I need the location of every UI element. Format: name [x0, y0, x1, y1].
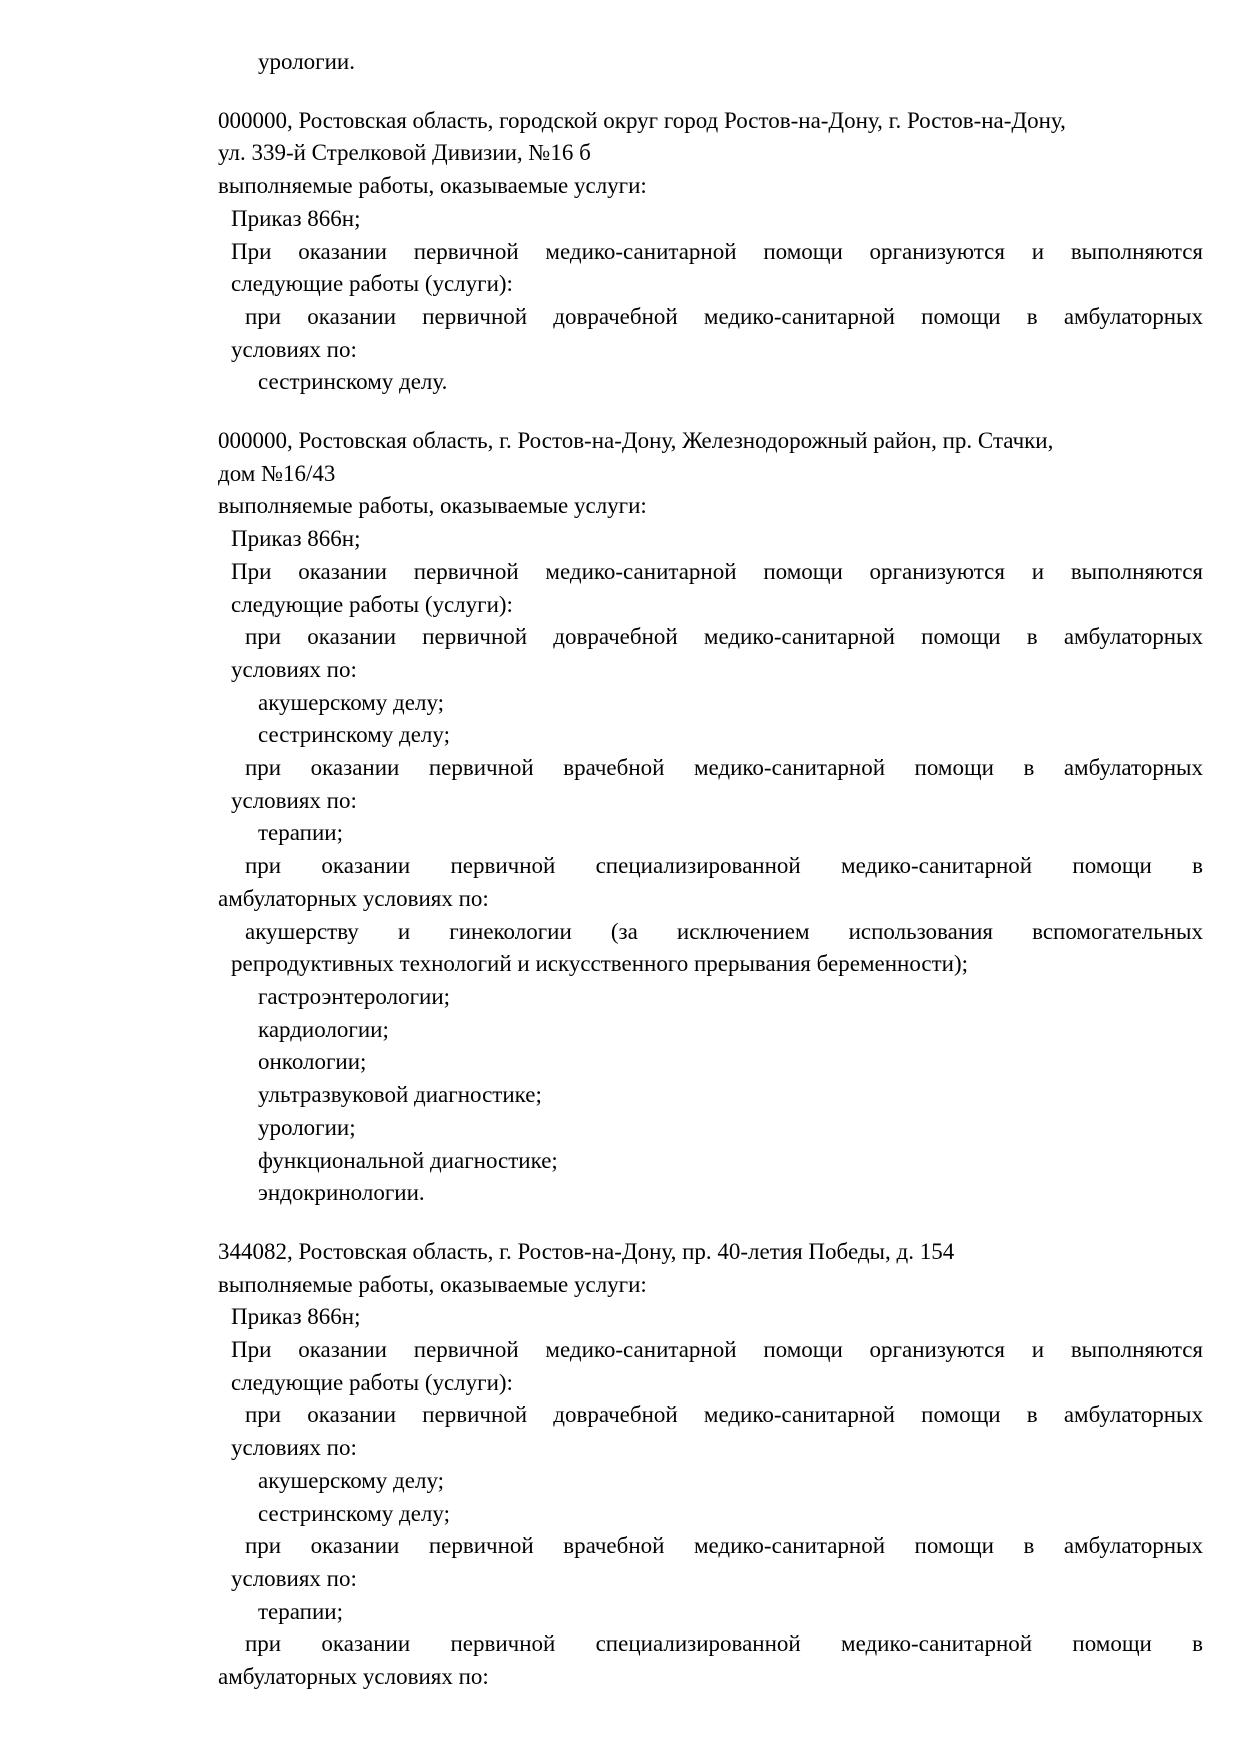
- text-line: При оказании первичной медико-санитарной помощи организуются и выполняются: [231, 1337, 1203, 1363]
- text-line: Приказ 866н;: [231, 526, 361, 552]
- text-line: условиях по:: [231, 336, 357, 362]
- text-line: следующие работы (услуги):: [231, 271, 513, 297]
- text-line: условиях по:: [231, 1565, 357, 1591]
- text-line: гастроэнтерологии;: [258, 983, 451, 1009]
- text-line: следующие работы (услуги):: [231, 591, 513, 617]
- text-line: выполняемые работы, оказываемые услуги:: [218, 173, 647, 199]
- text-line: 000000, Ростовская область, городской округ город Ростов-на-Дону, г. Ростов-на-Дону,: [218, 107, 1066, 133]
- text-line: терапии;: [258, 820, 343, 846]
- text-line: при оказании первичной врачебной медико-санитарной помощи в амбулаторных: [245, 755, 1203, 781]
- text-line: дом №16/43: [218, 460, 336, 486]
- text-line: Приказ 866н;: [231, 1304, 361, 1330]
- text-line: сестринскому делу;: [258, 722, 450, 748]
- text-line: при оказании первичной доврачебной медико-санитарной помощи в амбулаторных: [245, 303, 1203, 329]
- text-line: при оказании первичной врачебной медико-санитарной помощи в амбулаторных: [245, 1533, 1203, 1559]
- text-line: при оказании первичной доврачебной медико-санитарной помощи в амбулаторных: [245, 624, 1203, 650]
- document-body: [218, 46, 1203, 1694]
- text-line: При оказании первичной медико-санитарной помощи организуются и выполняются: [231, 558, 1203, 584]
- text-line: сестринскому делу.: [258, 369, 448, 395]
- text-line: условиях по:: [231, 787, 357, 813]
- text-line: выполняемые работы, оказываемые услуги:: [218, 493, 647, 519]
- text-line: следующие работы (услуги):: [231, 1369, 513, 1395]
- text-line: кардиологии;: [258, 1016, 389, 1042]
- text-line: акушерскому делу;: [258, 1467, 445, 1493]
- text-line: 000000, Ростовская область, г. Ростов-на-Дону, Железнодорожный район, пр. Стачки,: [218, 428, 1054, 454]
- section-location-pr-40-letiya-pobedy: [218, 1236, 1203, 1694]
- text-line: амбулаторных условиях по:: [218, 1664, 489, 1690]
- text-line: При оказании первичной медико-санитарной помощи организуются и выполняются: [231, 238, 1203, 264]
- text-line: онкологии;: [258, 1049, 367, 1075]
- section-location-strelkovoy-divizii: [218, 105, 1203, 399]
- text-line: акушерскому делу;: [258, 689, 445, 715]
- text-line: акушерству и гинекологии (за исключением использования вспомогательных: [245, 918, 1203, 944]
- text-line: 344082, Ростовская область, г. Ростов-на-Дону, пр. 40-летия Победы, д. 154: [218, 1238, 955, 1264]
- text-line: при оказании первичной специализированной медико-санитарной помощи в: [245, 853, 1203, 879]
- text-line: функциональной диагностике;: [258, 1147, 558, 1173]
- text-line: условиях по:: [231, 1435, 357, 1461]
- section-previous-list-continuation: [218, 46, 1203, 79]
- text-line: выполняемые работы, оказываемые услуги:: [218, 1271, 647, 1297]
- text-line: сестринскому делу;: [258, 1500, 450, 1526]
- text-line: Приказ 866н;: [231, 205, 361, 231]
- text-line: амбулаторных условиях по:: [218, 885, 489, 911]
- section-location-pr-stachki: [218, 425, 1203, 1210]
- text-line: условиях по:: [231, 656, 357, 682]
- text-line: репродуктивных технологий и искусственного прерывания беременности);: [231, 951, 969, 977]
- text-line: урологии.: [258, 49, 355, 74]
- text-line: при оказании первичной доврачебной медико-санитарной помощи в амбулаторных: [245, 1402, 1203, 1428]
- text-line: эндокринологии.: [258, 1180, 425, 1206]
- text-line: терапии;: [258, 1598, 343, 1624]
- text-line: урологии;: [258, 1114, 356, 1140]
- text-line: ультразвуковой диагностике;: [258, 1082, 542, 1108]
- text-line: при оказании первичной специализированной медико-санитарной помощи в: [245, 1631, 1203, 1657]
- text-line: ул. 339-й Стрелковой Дивизии, №16 б: [218, 140, 591, 166]
